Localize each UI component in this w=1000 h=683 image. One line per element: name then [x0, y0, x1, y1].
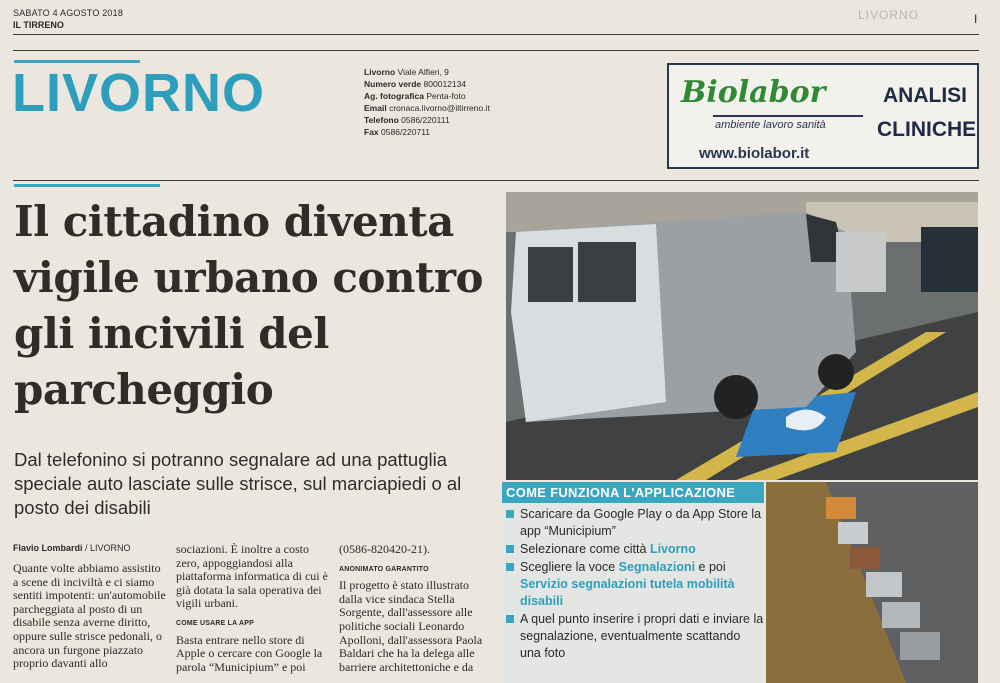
- agency: Penta-foto: [426, 91, 466, 101]
- ad-cta: [877, 79, 977, 147]
- email-label: Email: [364, 103, 387, 113]
- how-it-works-steps: [502, 503, 764, 662]
- phone-label: Telefono: [364, 115, 399, 125]
- author-name: Flavio Lombardi: [13, 543, 83, 553]
- top-rule: [13, 34, 979, 35]
- step-3-text: Scegliere la voce: [520, 560, 619, 574]
- address: Viale Alfieri, 9: [397, 67, 449, 77]
- step-2-text: Selezionare come città: [520, 542, 650, 556]
- step-2: [502, 541, 764, 558]
- column-3-subheading: ANONIMATO GARANTITO: [339, 565, 429, 573]
- mid-rule: [13, 180, 979, 181]
- parked-cars-illustration: [766, 482, 978, 683]
- article-accent-bar: [14, 184, 160, 187]
- freephone: 800012134: [423, 79, 467, 89]
- ad-logo-swoosh: [713, 115, 863, 117]
- byline-location: / LIVORNO: [85, 543, 131, 553]
- step-3-menu: Segnalazioni: [618, 560, 696, 574]
- ad-tagline: ambiente lavoro sanità: [715, 119, 826, 131]
- fax: 0586/220711: [381, 127, 431, 137]
- email: cronaca.livorno@iltirreno.it: [389, 103, 490, 113]
- column-2-text-b: Basta entrare nello store di Apple o cercare con Google la parola “Municipium” e poi: [176, 632, 323, 674]
- column-3-text-b: Il progetto è stato illustrato dalla vice sindaca Stella Sorgente, dall'assessore alle politiche sociali Leonardo Apolloni, dall'assessora Paola Baldari che ha la delega alle barriere architettoniche e da: [339, 578, 483, 674]
- ad-cta-line2: CLINICHE: [877, 118, 977, 141]
- article-column-1: [13, 562, 167, 671]
- article-column-2: [176, 543, 328, 674]
- step-3-mid: e poi: [695, 560, 726, 574]
- parked-cars-photo: [766, 482, 978, 683]
- address-label: Livorno: [364, 67, 396, 77]
- biolabor-advert: [667, 63, 979, 169]
- running-section-label: LIVORNO: [858, 8, 920, 22]
- freephone-label: Numero verde: [364, 79, 422, 89]
- ad-brand-logo: Biolabor: [681, 75, 826, 110]
- article-byline: [13, 543, 131, 553]
- step-2-city: Livorno: [649, 542, 696, 556]
- how-it-works-title: COME FUNZIONA L'APPLICAZIONE: [502, 482, 764, 503]
- step-4-text: A quel punto inserire i propri dati e inviare la segnalazione, eventualmente scattando una foto: [520, 612, 764, 660]
- fax-label: Fax: [364, 127, 379, 137]
- parked-van-photo: [506, 192, 978, 480]
- ad-cta-line1: ANALISI: [883, 84, 967, 107]
- article-column-3: [339, 543, 493, 674]
- step-1: [502, 506, 764, 540]
- ad-url: www.biolabor.it: [699, 145, 810, 162]
- newspaper-name: IL TIRRENO: [13, 20, 64, 30]
- section-title: LIVORNO: [12, 63, 266, 123]
- column-1-text: Quante volte abbiamo assistito a scene di inciviltà e ci siamo sentiti impotenti: un'automobile parcheggiata al posto di un disabile senza averne diritto, oppure sulle strisce pedonali, o ancora un furgone piazzato proprio davanti allo: [13, 561, 166, 671]
- column-2-text-a: sociazioni. È inoltre a costo zero, appoggiandosi alla piattaforma informatica di cui è già dotata la sala operativa dei vigili urbani.: [176, 542, 328, 611]
- article-headline: Il cittadino diventa vigile urbano contro gli incivili del parcheggio: [14, 197, 484, 414]
- step-3-service: Servizio segnalazioni tutela mobilità disabili: [520, 577, 735, 608]
- step-3: [502, 559, 764, 610]
- article-subhead: Dal telefonino si potranno segnalare ad una pattuglia speciale auto lasciate sulle strisce, sul marciapiedi o al posto dei disabili: [14, 449, 462, 518]
- column-3-text-a: (0586-820420-21).: [339, 542, 430, 556]
- column-2-subheading: COME USARE LA APP: [176, 619, 254, 627]
- page-number: I: [974, 12, 978, 26]
- agency-label: Ag. fotografica: [364, 91, 424, 101]
- issue-date: SABATO 4 AGOSTO 2018: [13, 8, 124, 18]
- newsroom-contacts: [364, 66, 490, 138]
- step-4: [502, 611, 764, 662]
- parked-van-illustration: [506, 192, 978, 480]
- phone: 0586/220111: [401, 115, 450, 125]
- how-it-works-box: [502, 482, 764, 683]
- top-rule-2: [13, 50, 979, 51]
- step-1-text: Scaricare da Google Play o da App Store la app “Municipium”: [520, 507, 762, 538]
